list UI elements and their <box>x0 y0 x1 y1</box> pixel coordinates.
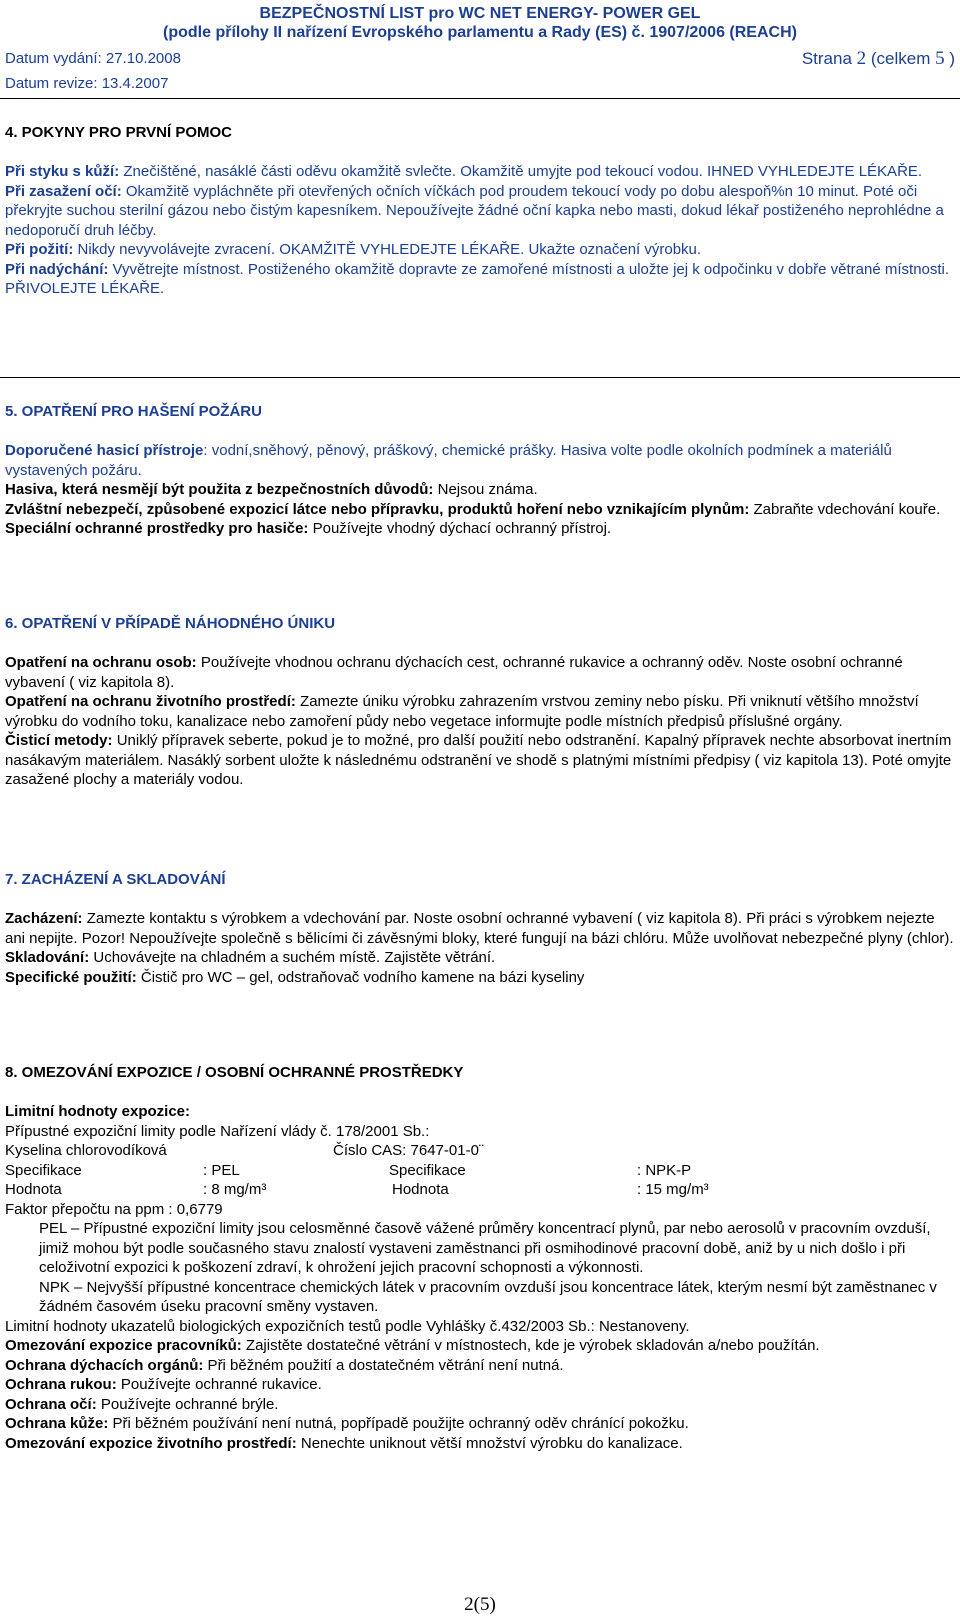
worker-exposure-paragraph: Omezování expozice pracovníků: Zajistěte dostatečné větrání v místnostech, kde je výrobek skladován a/nebo použítán. <box>5 1337 820 1354</box>
pel-definition: PEL – Přípustné expoziční limity jsou celosměnné časově vážené průměry koncentrací plynů, par nebo aerosolů v pracovním ovzduší, jimiž mohou být podle současného stavu znalostí vystaveni zaměstnanci při osmihodinové pracovní době, aniž by u nich došlo i při celoživotní expozici k poškození zdraví, k ohrožení jejich pracovní schopnosti a výkonnosti. <box>39 1220 931 1276</box>
environment-exposure-paragraph: Omezování expozice životního prostředí: Nenechte uniknout větší množství výrobku do kanalizace. <box>5 1434 683 1452</box>
hand-protection-paragraph: Ochrana rukou: Používejte ochranné rukavice. <box>5 1376 322 1393</box>
eye-contact-paragraph: Při zasažení očí: Okamžitě vypláchněte při otevřených očních víčkách pod proudem tekoucí vody po dobu alespoň%n 10 minut. Poté oči překryjte suchou sterilní gázou nebo čistým kapesníkem. Nepoužívejte žádné oční kapka nebo masti, dokud lékař postiženého neprohlédne a nedoporučí druh léčby. <box>5 182 944 239</box>
document-subtitle: (podle přílohy II nařízení Evropského parlamentu a Rady (ES) č. 1907/2006 (REACH) <box>163 24 797 41</box>
firefighter-ppe-paragraph: Speciální ochranné prostředky pro hasiče: Používejte vhodný dýchací ochranný přístroj. <box>5 520 612 537</box>
storage-paragraph: Skladování: Uchovávejte na chladném a suchém místě. Zajistěte větrání. <box>5 949 496 966</box>
respiratory-protection-paragraph: Ochrana dýchacích orgánů: Při běžném použití a dostatečném větrání není nutná. <box>5 1356 564 1374</box>
environment-protection-paragraph: Opatření na ochranu životního prostředí: Zamezte úniku výrobku zahrazením vrstvou zeminy nebo písku. Při vniknutí většího množství výrobku do vodního toku, kanalizace nebo zamoření půdy nebo vegetace informujte podle místních předpisů příslušné orgány. <box>5 693 919 730</box>
handling-paragraph: Zacházení: Zamezte kontaktu s výrobkem a vdechování par. Noste osobní ochranné vybavení ( viz kapitola 8). Při práci s výrobkem nejezte ani nepijte. Pozor! Nepoužívejte společně s bělicími či závěsnými bloky, které fungují na bázi chlóru. Může uvolňovat nebezpečné plyny (chlor). <box>5 910 954 947</box>
cleanup-paragraph: Čisticí metody: Uniklý přípravek seberte, pokud je to možné, pro další použití nebo odstranění. Kapalný přípravek nechte absorbovat inertním nasákavým materiálem. Nasáklý sorbent uložte k následnému odstranění ve shodě s platnými místními předpisy ( viz kapitola 13). Poté omyjte zasažené plochy a materiály vodou. <box>5 732 952 788</box>
skin-protection-paragraph: Ochrana kůže: Při běžném používání není nutná, popřípadě použijte ochranný oděv chránící pokožku. <box>5 1415 689 1432</box>
eye-protection-paragraph: Ochrana očí: Používejte ochranné brýle. <box>5 1395 279 1413</box>
section-heading: 4. POKYNY PRO PRVNÍ POMOC <box>5 124 232 141</box>
page-footer-number: 2(5) <box>464 1594 496 1615</box>
chemical-name: Kyselina chlorovodíková <box>5 1142 167 1159</box>
section-divider <box>0 377 960 378</box>
section-accidental-release <box>5 614 955 790</box>
section-heading: 7. ZACHÁZENÍ A SKLADOVÁNÍ <box>5 871 226 888</box>
special-hazards-paragraph: Zvláštní nebezpečí, způsobené expozicí látce nebo přípravku, produktů hoření nebo vznikajícím plynům: Zabraňte vdechování kouře. <box>5 500 941 518</box>
limits-line: Přípustné expoziční limity podle Nařízení vlády č. 178/2001 Sb.: <box>5 1122 430 1140</box>
page-indicator: Strana 2 (celkem 5 ) <box>801 48 955 69</box>
section-heading: 5. OPATŘENÍ PRO HAŠENÍ POŽÁRU <box>5 403 262 420</box>
section-first-aid <box>5 123 955 299</box>
section-firefighting <box>5 402 955 539</box>
section-heading: 6. OPATŘENÍ V PŘÍPADĚ NÁHODNÉHO ÚNIKU <box>5 615 336 632</box>
section-handling-storage <box>5 870 955 987</box>
header-divider <box>0 98 960 99</box>
specific-use-paragraph: Specifické použití: Čistič pro WC – gel, odstraňovač vodního kamene na bázi kyseliny <box>5 968 585 986</box>
inhalation-paragraph: Při nadýchání: Vyvětrejte místnost. Postiženého okamžitě dopravte ze zamořené místnosti a uložte jej k odpočinku v dobře větrané místnosti. PŘIVOLEJTE LÉKAŘE. <box>5 260 950 297</box>
skin-contact-paragraph: Při styku s kůží: Znečištěné, nasáklé části oděvu okamžitě svlečte. Okamžitě umyjte pod tekoucí vodou. IHNED VYHLEDEJTE LÉKAŘE. <box>5 163 923 180</box>
spec-row: Specifikace : PEL Specifikace : NPK-P <box>5 1161 692 1179</box>
extinguisher-paragraph: Doporučené hasicí přístroje: vodní,sněhový, pěnový, práškový, chemické prášky. Hasiva volte podle okolních podmínek a materiálů vystavených požáru. <box>5 442 892 479</box>
value-row: Hodnota : 8 mg/m³ Hodnota : 15 mg/m³ <box>5 1181 709 1198</box>
biological-limits: Limitní hodnoty ukazatelů biologických expozičních testů podle Vyhlášky č.432/2003 Sb.: Nestanoveny. <box>5 1317 690 1335</box>
document-title: BEZPEČNOSTNÍ LIST pro WC NET ENERGY- POWER GEL <box>259 5 701 22</box>
section-heading: 8. OMEZOVÁNÍ EXPOZICE / OSOBNÍ OCHRANNÉ PROSTŘEDKY <box>5 1064 464 1081</box>
personal-protection-paragraph: Opatření na ochranu osob: Používejte vhodnou ochranu dýchacích cest, ochranné rukavice a ochranný oděv. Noste osobní ochranné vybavení ( viz kapitola 8). <box>5 654 903 691</box>
section-exposure-controls <box>5 1063 955 1453</box>
ingestion-paragraph: Při požití: Nikdy nevyvolávejte zvracení. OKAMŽITĚ VYHLEDEJTE LÉKAŘE. Ukažte označení výrobku. <box>5 241 702 258</box>
forbidden-media-paragraph: Hasiva, která nesmějí být použita z bezpečnostních důvodů: Nejsou známa. <box>5 481 538 498</box>
revision-date: Datum revize: 13.4.2007 <box>5 75 169 92</box>
limits-label: Limitní hodnoty expozice: <box>5 1103 191 1120</box>
issue-date: Datum vydání: 27.10.2008 <box>5 50 181 67</box>
conversion-factor: Faktor přepočtu na ppm : 0,6779 <box>5 1200 223 1218</box>
cas-number: Číslo CAS: 7647-01-0¨ <box>333 1142 484 1159</box>
npk-definition: NPK – Nejvyšší přípustné koncentrace chemických látek v pracovním ovzduší jsou koncentrace látek, kterým nesmí být zaměstnanec v žádném časovém úseku pracovní směny vystaven. <box>39 1278 937 1315</box>
chemical-row <box>5 1141 955 1161</box>
